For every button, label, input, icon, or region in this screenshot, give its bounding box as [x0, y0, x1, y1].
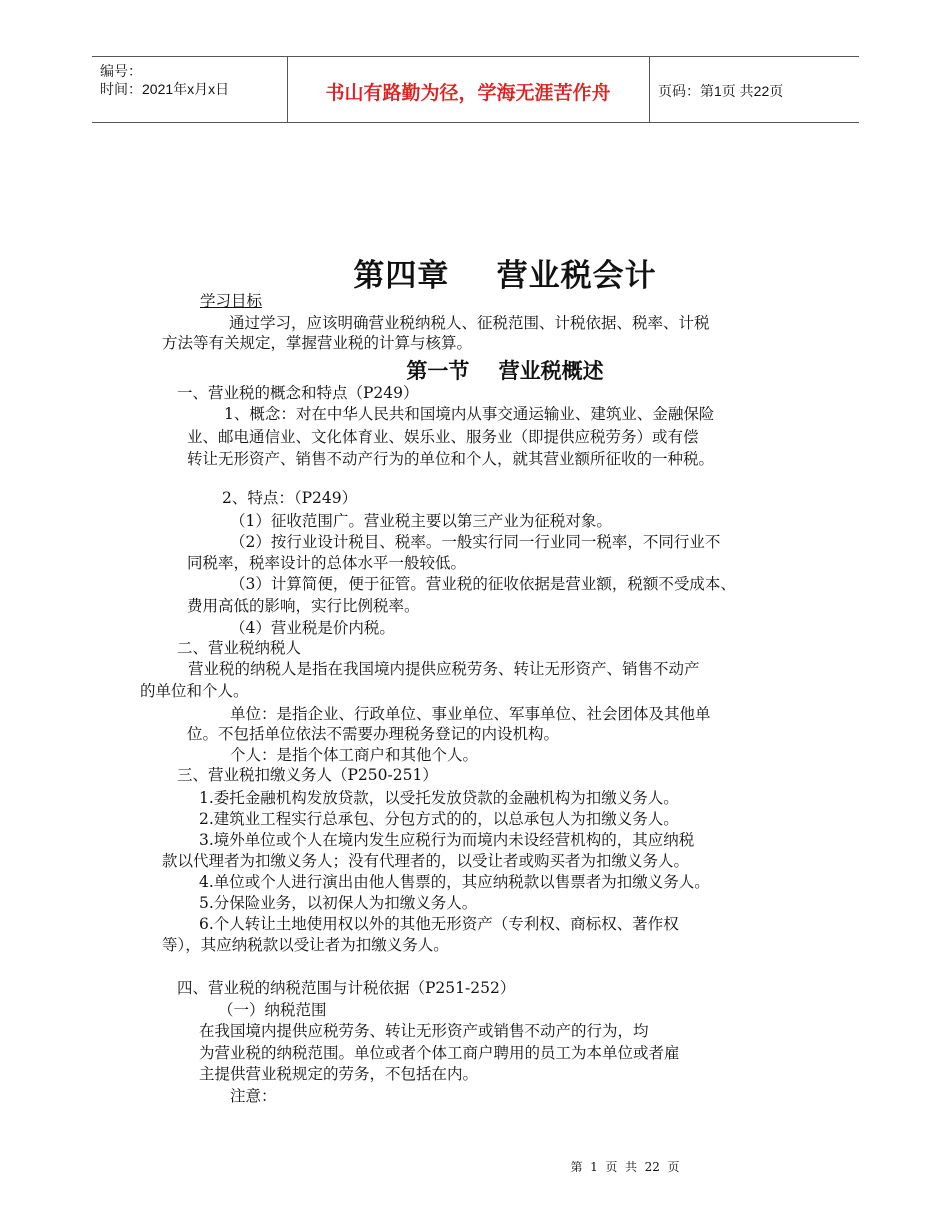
- body-line: 在我国境内提供应税劳务、转让无形资产或销售不动产的行为，均: [199, 1022, 649, 1040]
- header-bottom-rule: [92, 122, 859, 123]
- body-line: 1.委托金融机构发放贷款，以受托发放贷款的金融机构为扣缴义务人。: [199, 789, 679, 807]
- header-top-rule: [92, 56, 859, 57]
- objective-line: 通过学习，应该明确营业税纳税人、征税范围、计税依据、税率、计税: [229, 314, 710, 332]
- objective-line: 方法等有关规定，掌握营业税的计算与核算。: [162, 334, 473, 352]
- body-line: （4）营业税是价内税。: [230, 619, 395, 637]
- body-line: （1）征收范围广。营业税主要以第三产业为征税对象。: [230, 512, 612, 530]
- body-line: 6.个人转让土地使用权以外的其他无形资产（专利权、商标权、著作权: [199, 915, 679, 933]
- section-title: 第一节 营业税概述: [406, 359, 604, 383]
- body-line: 的单位和个人。: [140, 682, 249, 700]
- body-line: 主提供营业税规定的劳务，不包括在内。: [199, 1065, 479, 1083]
- objective-heading: 学习目标: [200, 292, 263, 310]
- body-line: 四、营业税的纳税范围与计税依据（P251-252）: [177, 979, 516, 997]
- body-line: 3.境外单位或个人在境内发生应税行为而境内未设经营机构的，其应纳税: [199, 831, 695, 849]
- body-line: 等），其应纳税款以受让者为扣缴义务人。: [162, 936, 449, 954]
- header-page-label: 页码：第1页 共22页: [658, 83, 784, 99]
- body-line: 注意：: [230, 1087, 277, 1105]
- body-line: 转让无形资产、销售不动产行为的单位和个人，就其营业额所征收的一种税。: [187, 450, 715, 468]
- header-time-label: 时间：2021年x月x日: [100, 81, 230, 97]
- body-line: 二、营业税纳税人: [177, 639, 302, 657]
- body-line: 5.分保险业务，以初保人为扣缴义务人。: [199, 894, 478, 912]
- chapter-title: 第四章 营业税会计: [353, 258, 657, 294]
- body-line: 单位：是指企业、行政单位、事业单位、军事单位、社会团体及其他单: [230, 705, 711, 723]
- body-line: 三、营业税扣缴义务人（P250-251）: [177, 766, 438, 784]
- body-line: 2、特点：（P249）: [222, 489, 358, 507]
- body-line: 个人：是指个体工商户和其他个人。: [230, 746, 479, 764]
- body-line: 2.建筑业工程实行总承包、分包方式的的，以总承包人为扣缴义务人。: [199, 810, 679, 828]
- body-line: 款以代理者为扣缴义务人；没有代理者的，以受让者或购买者为扣缴义务人。: [162, 852, 690, 870]
- body-line: 业、邮电通信业、文化体育业、娱乐业、服务业（即提供应税劳务）或有偿: [187, 428, 699, 446]
- header-divider-right: [649, 56, 650, 122]
- page-footer: 第 1 页 共 22 页: [570, 1160, 680, 1174]
- body-line: 4.单位或个人进行演出由他人售票的，其应纳税款以售票者为扣缴义务人。: [199, 873, 710, 891]
- body-line: （一）纳税范围: [218, 1001, 327, 1019]
- body-line: 一、营业税的概念和特点（P249）: [177, 384, 419, 402]
- body-line: 1、概念：对在中华人民共和国境内从事交通运输业、建筑业、金融保险: [224, 405, 715, 423]
- body-line: 营业税的纳税人是指在我国境内提供应税劳务、转让无形资产、销售不动产: [188, 660, 700, 678]
- body-line: （3）计算简便，便于征管。营业税的征收依据是营业额，税额不受成本、: [230, 575, 736, 593]
- body-line: 为营业税的纳税范围。单位或者个体工商户聘用的员工为本单位或者雇: [199, 1044, 680, 1062]
- header-motto: 书山有路勤为径，学海无涯苦作舟: [325, 82, 611, 104]
- body-line: 费用高低的影响，实行比例税率。: [187, 597, 420, 615]
- body-line: （2）按行业设计税目、税率。一般实行同一行业同一税率，不同行业不: [230, 533, 721, 551]
- body-line: 同税率，税率设计的总体水平一般较低。: [187, 554, 467, 572]
- body-line: 位。不包括单位依法不需要办理税务登记的内设机构。: [187, 725, 560, 743]
- header-serial-label: 编号：: [100, 63, 142, 79]
